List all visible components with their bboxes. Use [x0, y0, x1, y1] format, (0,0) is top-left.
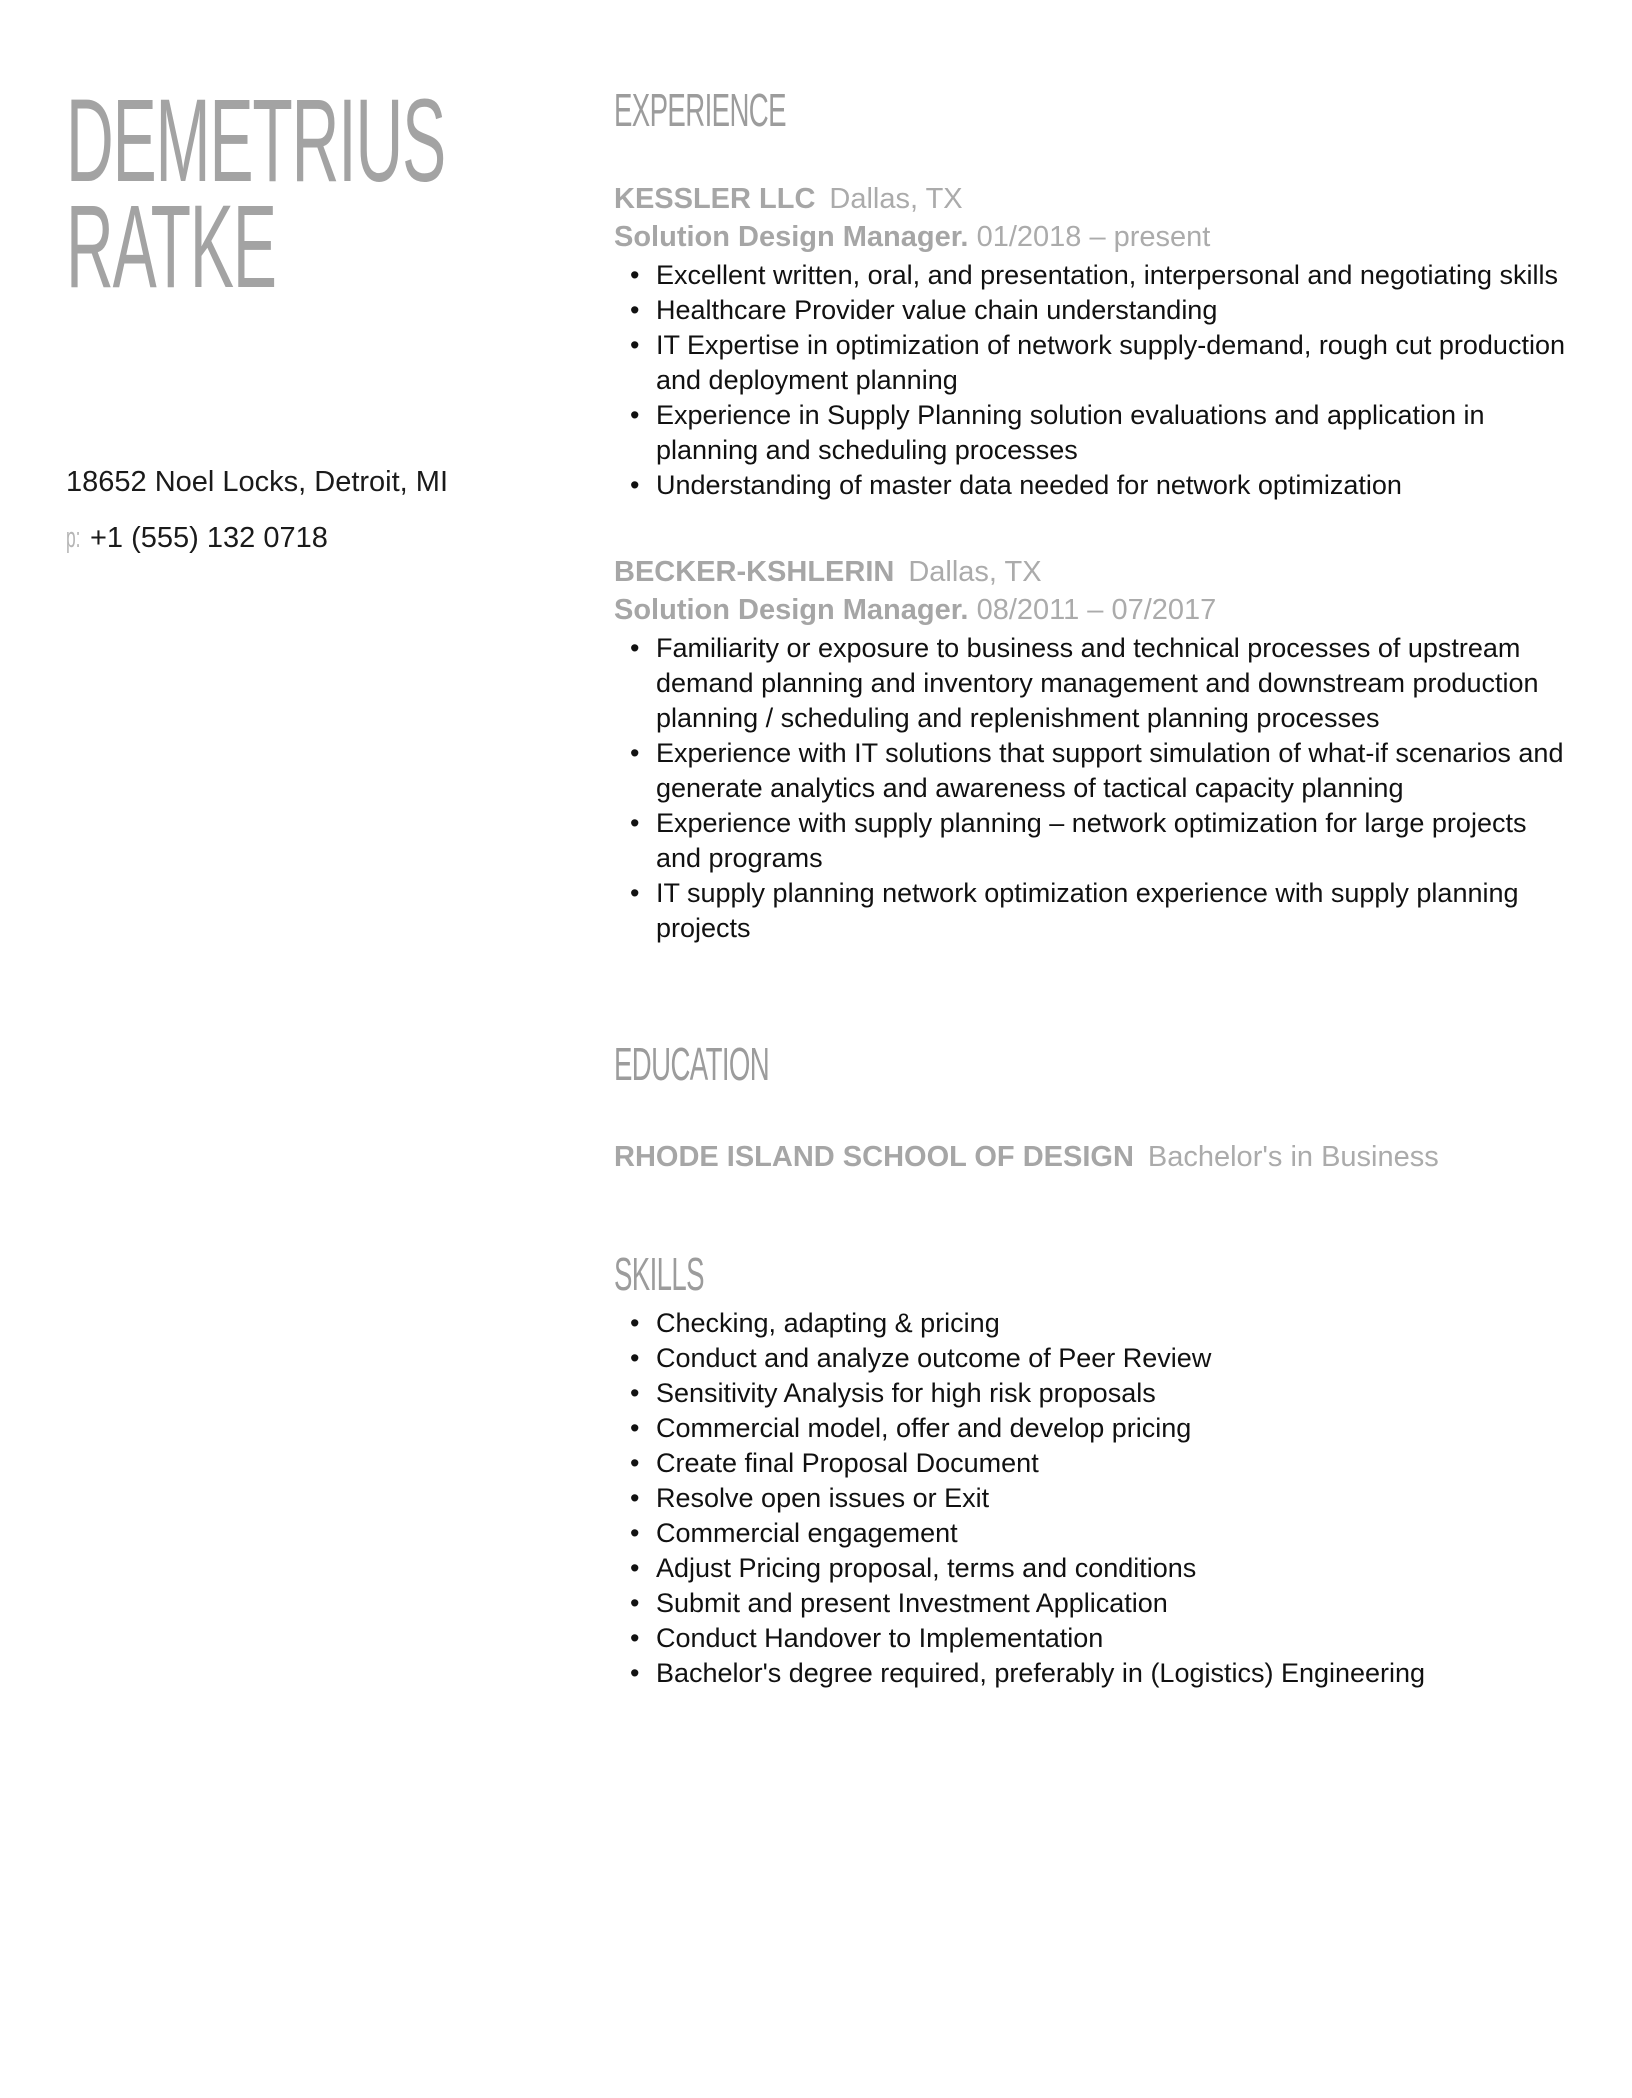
education-entry: [614, 1138, 1574, 1176]
first-name: DEMETRIUS: [66, 75, 446, 207]
job-location: Dallas, TX: [908, 556, 1042, 588]
bullet-item: • Familiarity or exposure to business and technical processes of upstream demand planning and inventory management and downstream production planning / scheduling and replenishment planning processes: [614, 631, 1574, 736]
skill-item: • Conduct Handover to Implementation: [614, 1621, 1574, 1656]
job-dates: 08/2011 – 07/2017: [976, 594, 1217, 626]
job-bullets: [614, 258, 1574, 503]
job-entry: [614, 180, 1574, 503]
skill-item: • Resolve open issues or Exit: [614, 1481, 1574, 1516]
skill-item: • Adjust Pricing proposal, terms and conditions: [614, 1551, 1574, 1586]
phone-label: p:: [66, 522, 81, 554]
company-name: KESSLER LLC: [614, 183, 816, 215]
bullet-item: • IT supply planning network optimization experience with supply planning projects: [614, 876, 1574, 946]
education-heading: EDUCATION: [614, 1038, 770, 1090]
bullet-item: • Healthcare Provider value chain understanding: [614, 293, 1574, 328]
skill-item: • Commercial engagement: [614, 1516, 1574, 1551]
skills-heading: SKILLS: [614, 1248, 704, 1300]
skill-item: • Submit and present Investment Application: [614, 1586, 1574, 1621]
skill-item: • Bachelor's degree required, preferably in (Logistics) Engineering: [614, 1656, 1574, 1691]
job-role: Solution Design Manager.: [614, 594, 969, 626]
candidate-name: [66, 75, 446, 313]
phone-row: [66, 518, 546, 558]
skills-list: [614, 1306, 1574, 1691]
experience-heading: EXPERIENCE: [614, 84, 786, 136]
last-name: RATKE: [66, 181, 276, 313]
bullet-item: • Understanding of master data needed for network optimization: [614, 468, 1574, 503]
company-name: BECKER-KSHLERIN: [614, 556, 895, 588]
bullet-item: • IT Expertise in optimization of network supply-demand, rough cut production and deployment planning: [614, 328, 1574, 398]
job-dates: 01/2018 – present: [976, 221, 1211, 253]
degree: Bachelor's in Business: [1147, 1141, 1439, 1173]
skill-item: • Checking, adapting & pricing: [614, 1306, 1574, 1341]
bullet-item: • Experience with supply planning – network optimization for large projects and programs: [614, 806, 1574, 876]
phone-number: +1 (555) 132 0718: [90, 522, 328, 554]
skill-item: • Sensitivity Analysis for high risk proposals: [614, 1376, 1574, 1411]
bullet-item: • Excellent written, oral, and presentation, interpersonal and negotiating skills: [614, 258, 1574, 293]
bullet-item: • Experience with IT solutions that support simulation of what-if scenarios and generate analytics and awareness of tactical capacity planning: [614, 736, 1574, 806]
school-name: RHODE ISLAND SCHOOL OF DESIGN: [614, 1141, 1134, 1173]
skill-item: • Conduct and analyze outcome of Peer Review: [614, 1341, 1574, 1376]
main-column: [614, 80, 1574, 1691]
bullet-item: • Experience in Supply Planning solution evaluations and application in planning and scheduling processes: [614, 398, 1574, 468]
job-entry: [614, 553, 1574, 946]
job-role: Solution Design Manager.: [614, 221, 969, 253]
skill-item: • Create final Proposal Document: [614, 1446, 1574, 1481]
job-location: Dallas, TX: [829, 183, 963, 215]
address: 18652 Noel Locks, Detroit, MI: [66, 466, 449, 498]
skill-item: • Commercial model, offer and develop pricing: [614, 1411, 1574, 1446]
job-bullets: [614, 631, 1574, 946]
contact-info: [66, 462, 546, 574]
